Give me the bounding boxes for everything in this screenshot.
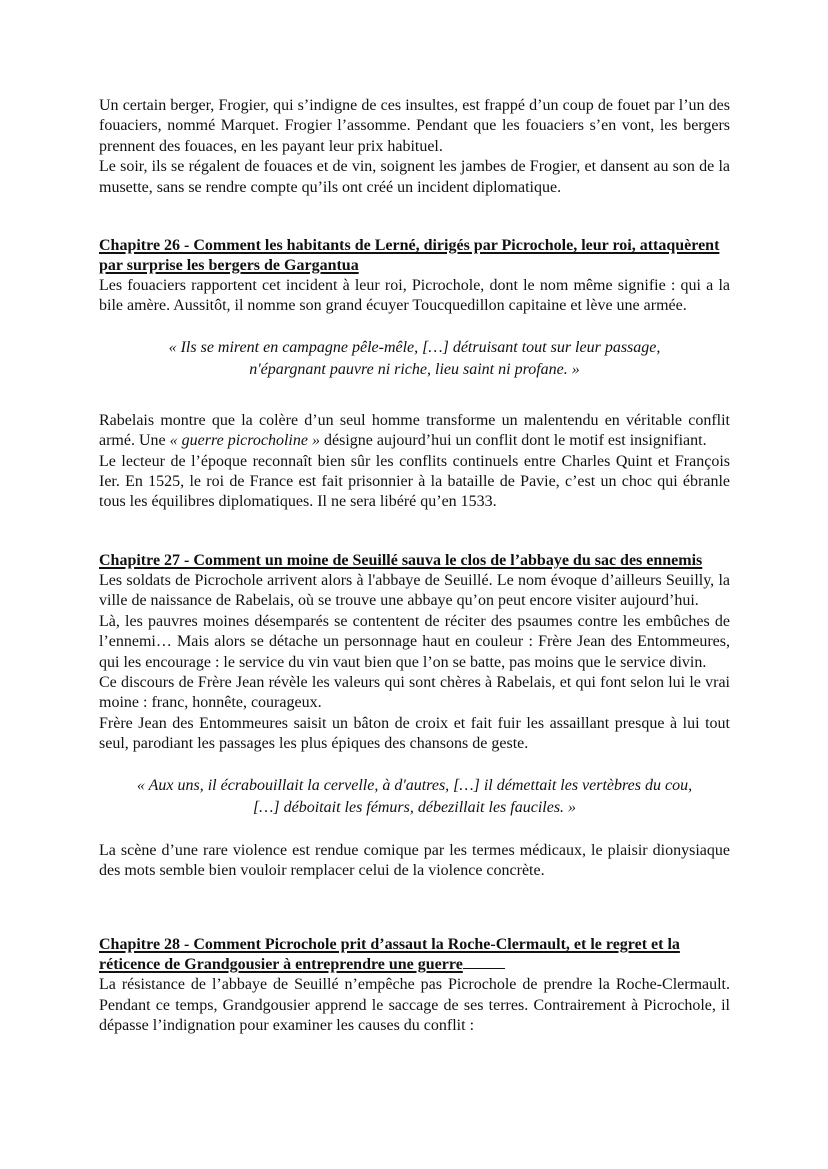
intro-paragraph: Le soir, ils se régalent de fouaces et de vin, soignent les jambes de Frogier, et dansent au son de la musette, sans se rendre compte qu’ils ont créé un incident diplomatique. — [99, 158, 730, 196]
chapter-paragraph: Ce discours de Frère Jean révèle les valeurs qui sont chères à Rabelais, et qui font selon lui le vrai moine : franc, honnête, courageux. — [99, 673, 730, 712]
spacer — [99, 755, 730, 775]
chapter-heading: Chapitre 27 - Comment un moine de Seuillé sauva le clos de l’abbaye du sac des ennemis — [99, 551, 703, 569]
chapter-paragraph — [99, 411, 730, 452]
chapter-paragraph: Frère Jean des Entommeures saisit un bâton de croix et fait fuir les assaillant presque à lui tout seul, parodiant les passages les plus épiques des chansons de geste. — [99, 714, 730, 753]
chapter-paragraph: La scène d’une rare violence est rendue comique par les termes médicaux, le plaisir dionysiaque des mots semble bien vouloir remplacer celui de la violence concrète. — [99, 841, 730, 879]
spacer — [99, 513, 730, 551]
chapter-27 — [99, 551, 730, 881]
spacer — [99, 881, 730, 935]
spacer — [99, 317, 730, 337]
document-page — [99, 96, 730, 1037]
italic-term: « guerre picrocholine » — [169, 432, 320, 450]
chapter-heading — [99, 935, 730, 975]
heading-text: Chapitre 28 - Comment Picrochole prit d’assaut la Roche-Clermault, et le regret et la réticence de Grandgousier à entreprendre une guerre — [99, 936, 680, 974]
text-run: Rabelais montre que la colère d’un seul homme transforme un malentendu en véritable conflit armé. Une — [99, 411, 730, 450]
spacer — [99, 819, 730, 841]
intro-paragraph: Un certain berger, Frogier, qui s’indigne de ces insultes, est frappé d’un coup de fouet par l’un des fouaciers, nommé Marquet. Frogier l’assomme. Pendant que les fouaciers s’en vont, les bergers prennent des fouaces, en les payant leur prix habituel. — [99, 97, 730, 155]
quote-line: n'épargnant pauvre ni riche, lieu saint ni profane. » — [249, 360, 580, 378]
text-run: désigne aujourd’hui un conflit dont le motif est insignifiant. — [319, 432, 707, 450]
chapter-paragraph: Les fouaciers rapportent cet incident à leur roi, Picrochole, dont le nom même signifie : qui a la bile amère. Aussitôt, il nomme son grand écuyer Toucquedillon capitaine et lève une armée. — [99, 277, 730, 315]
chapter-paragraph: Là, les pauvres moines désemparés se contentent de réciter des psaumes contre les embûches de l’ennemi… Mais alors se détache un personnage haut en couleur : Frère Jean des Entommeures, qui les encourage : le service du vin vaut bien que l’on se batte, pas moins que le service divin. — [99, 612, 730, 671]
underline-trail — [463, 968, 505, 969]
chapter-paragraph: La résistance de l’abbaye de Seuillé n’empêche pas Picrochole de prendre la Roche-Clermault. Pendant ce temps, Grandgousier apprend le saccage de ses terres. Contrairement à Picrochole, il dépasse l’indignation pour examiner les causes du conflit : — [99, 976, 730, 1035]
spacer — [99, 198, 730, 236]
chapter-heading: Chapitre 26 - Comment les habitants de Lerné, dirigés par Picrochole, leur roi, attaquèrent par surprise les bergers de Gargantua — [99, 237, 720, 275]
spacer — [99, 381, 730, 411]
quote-line: […] déboitait les fémurs, débezillait les fauciles. » — [252, 798, 577, 816]
chapter-26 — [99, 236, 730, 513]
chapter-28 — [99, 935, 730, 1036]
chapter-paragraph: Le lecteur de l’époque reconnaît bien sûr les conflits continuels entre Charles Quint et François Ier. En 1525, le roi de France est fait prisonnier à la bataille de Pavie, c’est un choc qui ébranle tous les équilibres diplomatiques. Il ne sera libéré qu’en 1533. — [99, 452, 730, 511]
chapter-paragraph: Les soldats de Picrochole arrivent alors à l'abbaye de Seuillé. Le nom évoque d’ailleurs Seuilly, la ville de naissance de Rabelais, où se trouve une abbaye qu’on peut encore visiter aujourd’hui. — [99, 571, 730, 610]
quote-line: « Ils se mirent en campagne pêle-mêle, […] détruisant tout sur leur passage, — [168, 338, 661, 356]
quote-line: « Aux uns, il écrabouillait la cervelle, à d'autres, […] il démettait les vertèbres du cou, — [136, 776, 693, 794]
